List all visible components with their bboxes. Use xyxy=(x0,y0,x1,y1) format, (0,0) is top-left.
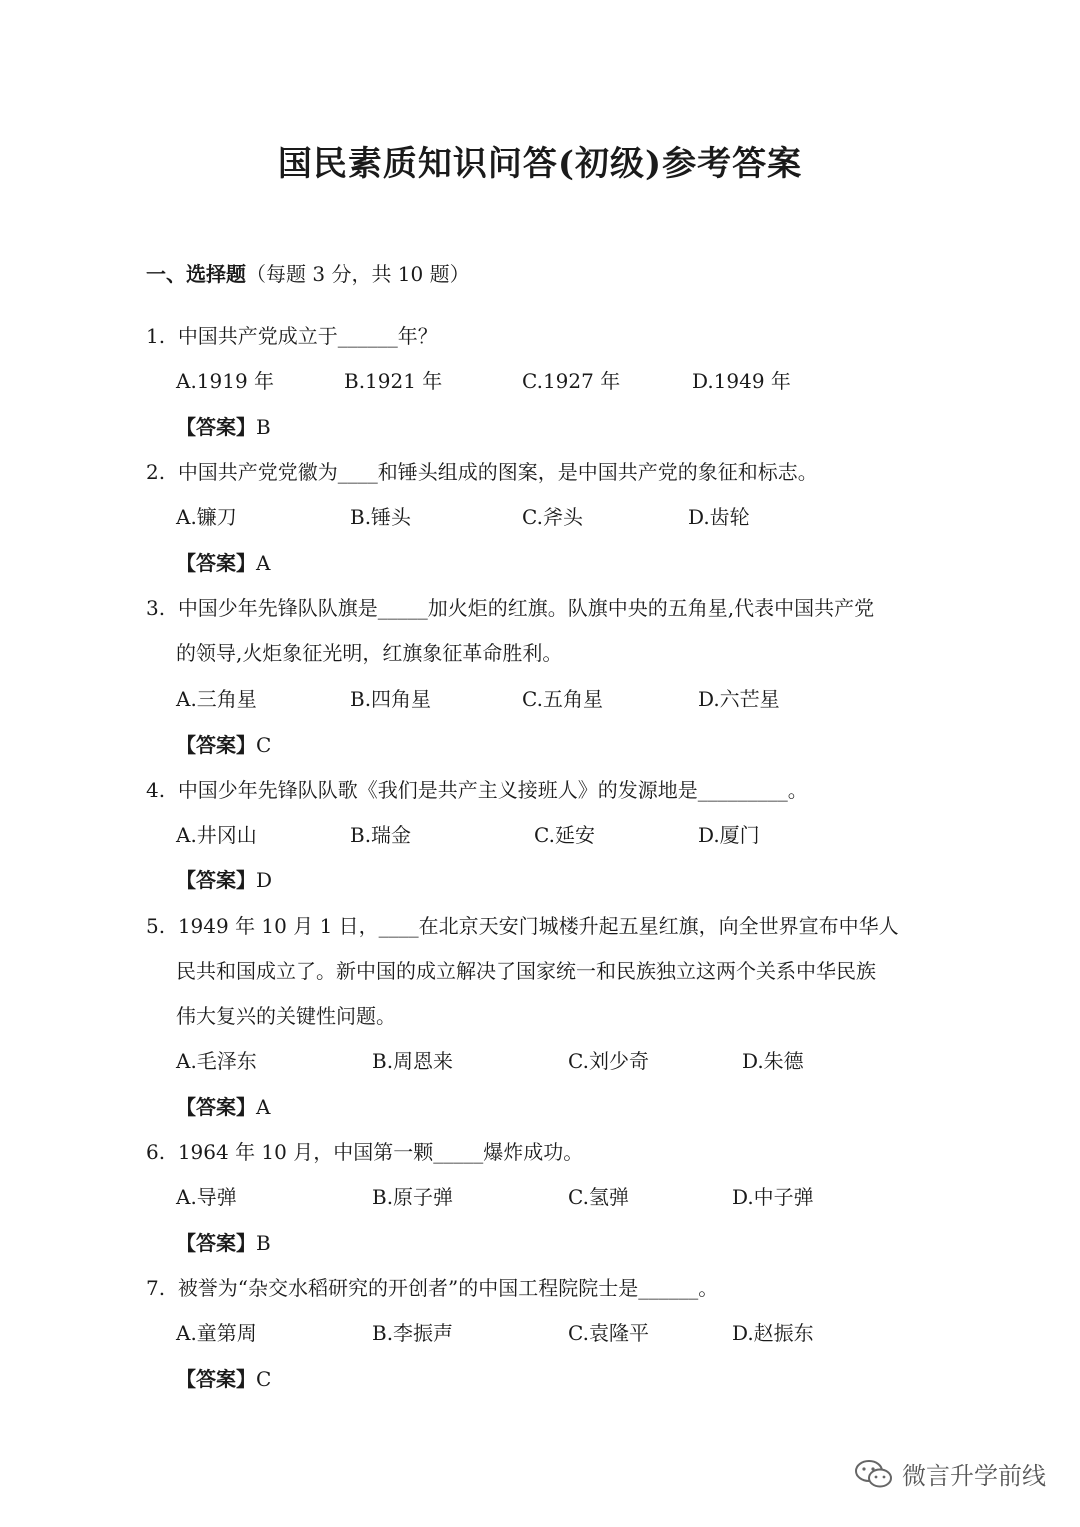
question-number: 3. xyxy=(146,596,166,620)
answer-2 xyxy=(176,547,270,576)
option-c: C.袁隆平 xyxy=(568,1321,649,1345)
option-d: D.中子弹 xyxy=(732,1185,814,1209)
answer-label: 【答案】 xyxy=(176,1367,256,1391)
answer-value: B xyxy=(256,1231,271,1255)
question-number: 6. xyxy=(146,1140,166,1164)
question-7 xyxy=(146,1272,718,1301)
option-d: D.六芒星 xyxy=(698,687,780,711)
section-head: 一、选择题 xyxy=(146,262,246,286)
question-3-continued: 的领导,火炬象征光明，红旗象征革命胜利。 xyxy=(176,641,563,665)
option-c: C.斧头 xyxy=(522,505,583,529)
option-c: C.1927 年 xyxy=(522,369,621,393)
watermark xyxy=(854,1456,1046,1491)
answer-1 xyxy=(176,411,271,440)
answer-5 xyxy=(176,1091,270,1120)
answer-value: D xyxy=(256,868,273,892)
option-d: D.朱德 xyxy=(742,1049,804,1073)
section-note: （每题 3 分，共 10 题） xyxy=(246,262,470,286)
option-a: A.导弹 xyxy=(176,1185,237,1209)
option-a: A.镰刀 xyxy=(176,505,237,529)
answer-value: C xyxy=(256,1367,272,1391)
option-c: C.刘少奇 xyxy=(568,1049,649,1073)
question-5-continued: 民共和国成立了。新中国的成立解决了国家统一和民族独立这两个关系中华民族 xyxy=(176,959,876,983)
answer-value: A xyxy=(256,1095,271,1119)
option-d: D.厦门 xyxy=(698,823,760,847)
question-5 xyxy=(146,910,899,939)
section-heading xyxy=(146,258,470,287)
question-text: 中国少年先锋队队旗是_____加火炬的红旗。队旗中央的五角星,代表中国共产党 xyxy=(177,596,875,620)
option-b: B.周恩来 xyxy=(372,1049,454,1073)
watermark-text: 微言升学前线 xyxy=(902,1462,1046,1490)
option-d: D.齿轮 xyxy=(688,505,750,529)
answer-3 xyxy=(176,729,271,758)
answer-value: B xyxy=(256,415,271,439)
answer-label: 【答案】 xyxy=(176,733,256,757)
question-number: 5. xyxy=(146,914,166,938)
question-text: 中国少年先锋队队歌《我们是共产主义接班人》的发源地是_________。 xyxy=(177,778,808,802)
answer-label: 【答案】 xyxy=(176,1095,256,1119)
option-a: A.毛泽东 xyxy=(176,1049,257,1073)
question-number: 2. xyxy=(146,460,166,484)
question-text: 中国共产党党徽为____和锤头组成的图案，是中国共产党的象征和标志。 xyxy=(177,460,818,484)
option-d: D.赵振东 xyxy=(732,1321,814,1345)
question-4 xyxy=(146,774,808,803)
question-2 xyxy=(146,456,818,485)
answer-4 xyxy=(176,864,272,893)
option-a: A.童第周 xyxy=(176,1321,257,1345)
answer-label: 【答案】 xyxy=(176,1231,256,1255)
wechat-icon xyxy=(854,1458,894,1490)
option-b: B.瑞金 xyxy=(350,823,412,847)
option-c: C.延安 xyxy=(534,823,595,847)
option-b: B.1921 年 xyxy=(344,369,443,393)
question-text: 1964 年 10 月，中国第一颗_____爆炸成功。 xyxy=(177,1140,584,1164)
option-c: C.氢弹 xyxy=(568,1185,629,1209)
question-number: 7. xyxy=(146,1276,166,1300)
option-a: A.井冈山 xyxy=(176,823,257,847)
question-6 xyxy=(146,1136,583,1165)
question-3 xyxy=(146,592,874,621)
page-title: 国民素质知识问答(初级)参考答案 xyxy=(277,144,803,184)
answer-value: C xyxy=(256,733,272,757)
answer-label: 【答案】 xyxy=(176,415,256,439)
answer-6 xyxy=(176,1227,271,1256)
answer-value: A xyxy=(256,551,271,575)
option-b: B.四角星 xyxy=(350,687,432,711)
question-text: 被誉为“杂交水稻研究的开创者”的中国工程院院士是______。 xyxy=(177,1276,719,1300)
option-d: D.1949 年 xyxy=(692,369,791,393)
question-5-continued: 伟大复兴的关键性问题。 xyxy=(176,1004,396,1028)
answer-label: 【答案】 xyxy=(176,551,256,575)
answer-label: 【答案】 xyxy=(176,868,256,892)
option-b: B.锤头 xyxy=(350,505,412,529)
option-b: B.原子弹 xyxy=(372,1185,454,1209)
option-c: C.五角星 xyxy=(522,687,603,711)
question-1 xyxy=(146,320,438,349)
question-text: 1949 年 10 月 1 日，____在北京天安门城楼升起五星红旗，向全世界宣布中华人 xyxy=(177,914,899,938)
option-a: A.三角星 xyxy=(176,687,257,711)
question-number: 1. xyxy=(146,324,166,348)
answer-7 xyxy=(176,1363,271,1392)
question-text: 中国共产党成立于______年？ xyxy=(177,324,438,348)
option-a: A.1919 年 xyxy=(176,369,275,393)
option-b: B.李振声 xyxy=(372,1321,454,1345)
question-number: 4. xyxy=(146,778,166,802)
